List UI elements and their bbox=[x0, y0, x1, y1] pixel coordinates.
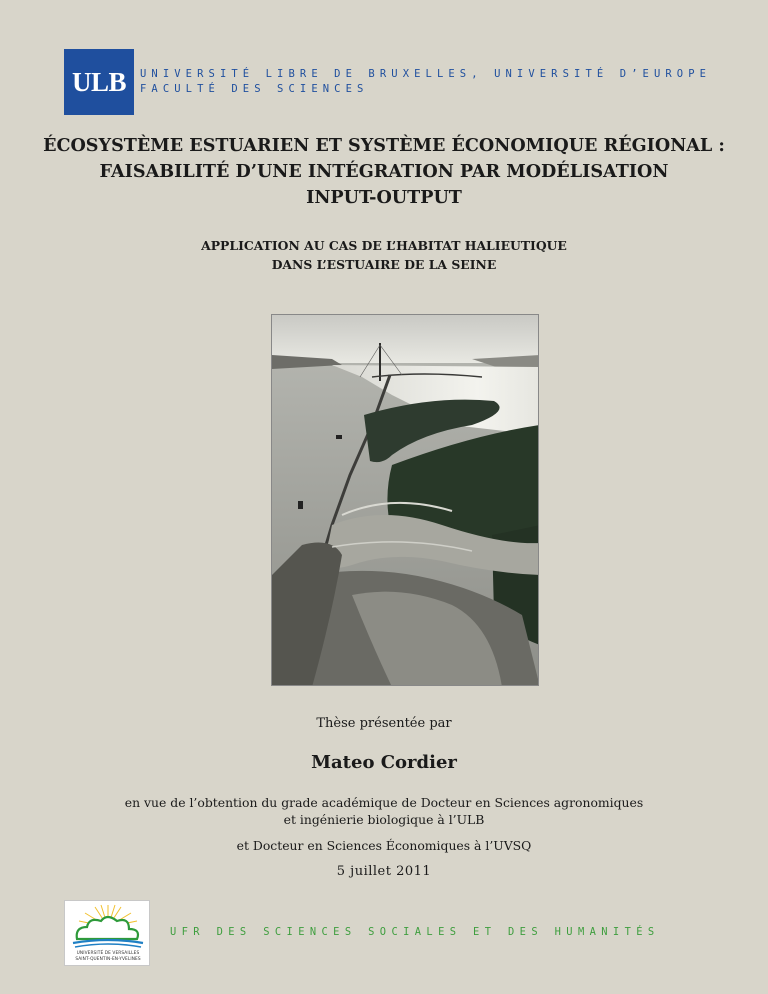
university-name: UNIVERSITÉ LIBRE DE BRUXELLES, UNIVERSITÉ D’EUROPE bbox=[140, 68, 712, 80]
degree-line-3: et Docteur en Sciences Économiques à l’UVSQ bbox=[236, 838, 532, 853]
faculty-name: FACULTÉ DES SCIENCES bbox=[140, 83, 369, 95]
subtitle-line-2: DANS L’ESTUAIRE DE LA SEINE bbox=[271, 257, 497, 272]
uvsq-caption-line-2: SAINT-QUENTIN-EN-YVELINES bbox=[75, 957, 141, 962]
degree-line-2: et ingénierie biologique à l’ULB bbox=[283, 812, 485, 827]
defense-date: 5 juillet 2011 bbox=[336, 864, 432, 879]
title-line-3: INPUT-OUTPUT bbox=[306, 187, 462, 208]
title-line-1: ÉCOSYSTÈME ESTUARIEN ET SYSTÈME ÉCONOMIQUE RÉGIONAL : bbox=[43, 135, 725, 156]
title-line-2: FAISABILITÉ D’UNE INTÉGRATION PAR MODÉLISATION bbox=[99, 161, 669, 182]
presented-by: Thèse présentée par bbox=[316, 716, 452, 731]
author-name: Mateo Cordier bbox=[311, 752, 457, 773]
uvsq-logo bbox=[64, 900, 150, 966]
degree-line-1: en vue de l’obtention du grade académique de Docteur en Sciences agronomiques bbox=[124, 795, 644, 810]
ufr-name: UFR DES SCIENCES SOCIALES ET DES HUMANITÉS bbox=[170, 926, 660, 938]
thesis-title bbox=[20, 133, 748, 211]
uvsq-emblem-icon bbox=[65, 901, 151, 949]
thesis-subtitle bbox=[40, 236, 728, 274]
degree-statement bbox=[40, 794, 728, 828]
subtitle-line-1: APPLICATION AU CAS DE L’HABITAT HALIEUTIQUE bbox=[201, 238, 567, 253]
ulb-logo: ULB bbox=[64, 49, 134, 115]
uvsq-caption-line-1: UNIVERSITÉ DE VERSAILLES bbox=[76, 951, 140, 956]
estuary-aerial-photo bbox=[271, 314, 539, 686]
